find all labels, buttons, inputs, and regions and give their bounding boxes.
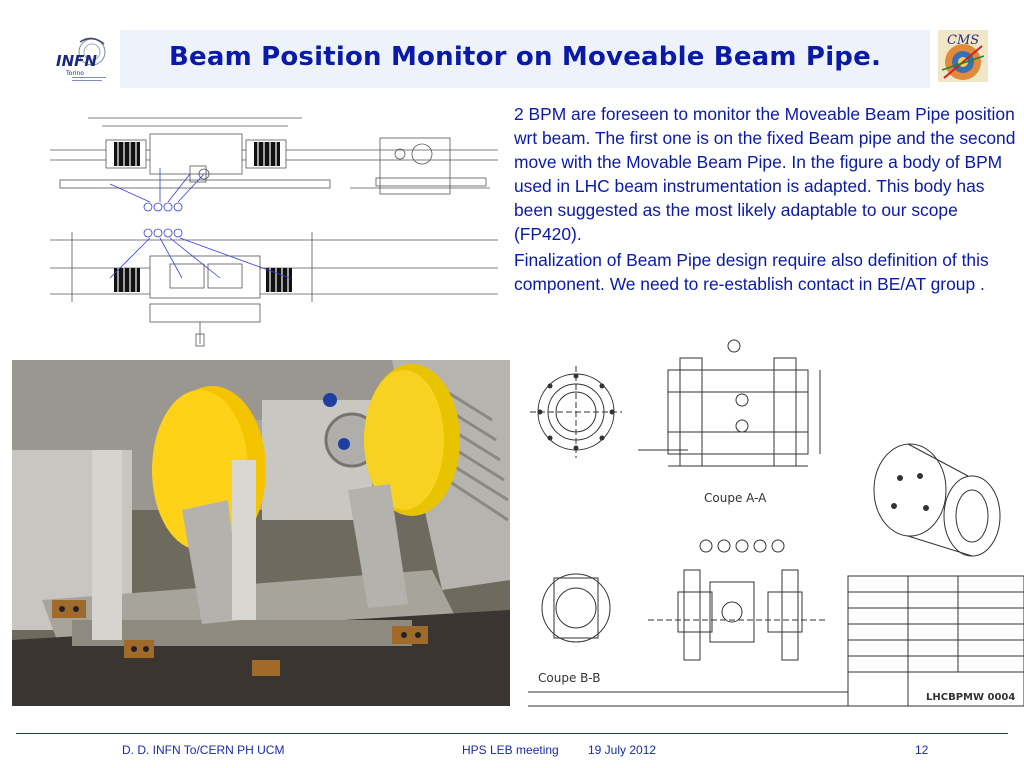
footer-author: D. D. INFN To/CERN PH UCM <box>122 743 285 757</box>
svg-text:INFN: INFN <box>56 52 97 70</box>
svg-text:Coupe A-A: Coupe A-A <box>704 491 767 505</box>
svg-text:CMS: CMS <box>947 33 980 48</box>
body-text <box>514 102 1018 298</box>
bpm-body-drawing <box>528 330 1024 712</box>
page-number: 12 <box>915 743 929 757</box>
bpm-photo <box>12 360 510 706</box>
slide-title: Beam Position Monitor on Moveable Beam Pipe. <box>168 42 882 72</box>
footer-divider <box>16 733 1008 734</box>
paragraph-1: 2 BPM are foreseen to monitor the Moveable Beam Pipe position wrt beam. The first one is on the fixed Beam pipe and the second move with the Movable Beam Pipe. In the figure a body of BPM used in LHC beam instrumentation is adapted. This body has been suggested as the most likely adaptable to our scope (FP420). <box>514 104 1016 244</box>
bpm-assembly-drawing <box>50 108 498 358</box>
svg-text:Torino: Torino <box>66 70 84 77</box>
infn-logo <box>52 32 114 84</box>
svg-text:Coupe B-B: Coupe B-B <box>538 671 601 685</box>
paragraph-2: Finalization of Beam Pipe design require also definition of this component. We need to re-establish contact in BE/AT group . <box>514 250 989 294</box>
cms-logo <box>938 30 988 82</box>
footer-date: 19 July 2012 <box>588 743 657 757</box>
footer-meeting: HPS LEB meeting <box>462 743 559 757</box>
svg-text:LHCBPMW 0004: LHCBPMW 0004 <box>926 692 1016 703</box>
